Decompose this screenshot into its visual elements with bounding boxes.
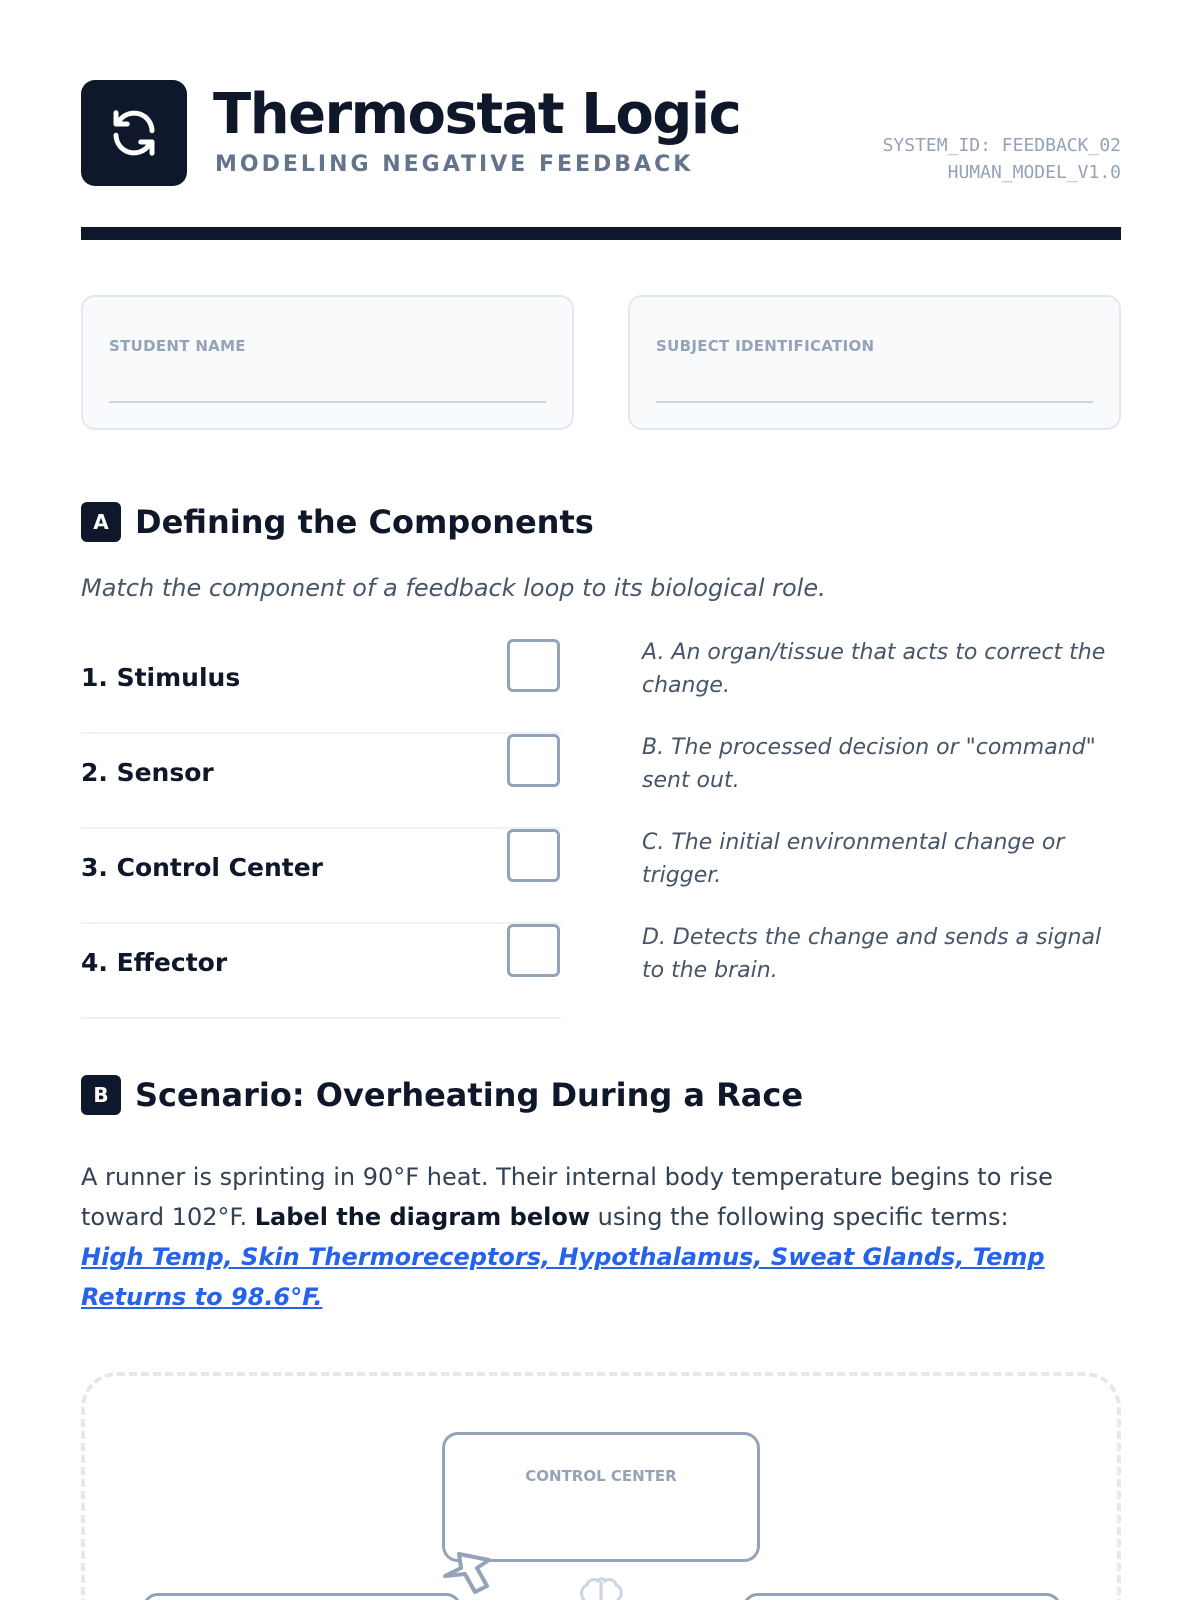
- brain-icon: [578, 1577, 624, 1600]
- logo: [81, 80, 187, 186]
- control-center-label: CONTROL CENTER: [525, 1467, 677, 1485]
- section-a-header: [81, 502, 594, 542]
- system-id: [883, 132, 1121, 186]
- section-b-header: [81, 1075, 803, 1115]
- match-row: [81, 734, 561, 829]
- terms-link[interactable]: High Temp, Skin Thermoreceptors, Hypothalamus, Sweat Glands, Temp Returns to 98.6°F.: [81, 1243, 1045, 1311]
- match-term: 1. Stimulus: [81, 663, 241, 692]
- definition-item: B. The processed decision or "command" sent out.: [642, 735, 1096, 793]
- answer-box[interactable]: [507, 924, 560, 977]
- match-row: [81, 924, 561, 1019]
- match-term: 3. Control Center: [81, 853, 323, 882]
- answer-box[interactable]: [507, 639, 560, 692]
- definition-item: C. The initial environmental change or trigger.: [642, 830, 1065, 888]
- subject-id-line[interactable]: [656, 401, 1093, 403]
- page-title: Thermostat Logic: [213, 82, 741, 147]
- diagram-box-left[interactable]: [142, 1593, 462, 1600]
- student-name-label: STUDENT NAME: [109, 337, 246, 355]
- arrow-icon: [437, 1546, 499, 1600]
- header: [81, 80, 1121, 188]
- section-a-instructions: Match the component of a feedback loop to its biological role.: [81, 574, 826, 602]
- scenario-text: [81, 1157, 1071, 1317]
- section-a-badge: A: [81, 502, 121, 542]
- scenario-text-2: using the following specific terms:: [590, 1203, 1009, 1231]
- subject-id-field[interactable]: [628, 295, 1121, 430]
- diagram-box-right[interactable]: [742, 1593, 1062, 1600]
- answer-box[interactable]: [507, 734, 560, 787]
- section-b-title: Scenario: Overheating During a Race: [135, 1076, 804, 1114]
- model-version-text: HUMAN_MODEL_V1.0: [947, 162, 1121, 183]
- match-row: [81, 639, 561, 734]
- section-b-badge: B: [81, 1075, 121, 1115]
- match-term: 2. Sensor: [81, 758, 214, 787]
- page-subtitle: MODELING NEGATIVE FEEDBACK: [215, 152, 694, 177]
- scenario-text-1: A runner is sprinting in 90°F heat. Their internal body temperature begins to rise toward 102°F.: [81, 1163, 1053, 1231]
- student-name-field[interactable]: [81, 295, 574, 430]
- refresh-cycle-icon: [107, 106, 161, 160]
- header-divider: [81, 227, 1121, 240]
- match-row: [81, 829, 561, 924]
- definition-item: D. Detects the change and sends a signal to the brain.: [642, 925, 1102, 983]
- match-term: 4. Effector: [81, 948, 228, 977]
- student-name-line[interactable]: [109, 401, 546, 403]
- system-id-text: SYSTEM_ID: FEEDBACK_02: [882, 135, 1121, 156]
- section-a-title: Defining the Components: [135, 503, 594, 541]
- answer-box[interactable]: [507, 829, 560, 882]
- subject-id-label: SUBJECT IDENTIFICATION: [656, 337, 875, 355]
- scenario-bold-instruction: Label the diagram below: [254, 1203, 591, 1231]
- definition-item: A. An organ/tissue that acts to correct the change.: [642, 640, 1106, 698]
- control-center-box[interactable]: [442, 1432, 760, 1562]
